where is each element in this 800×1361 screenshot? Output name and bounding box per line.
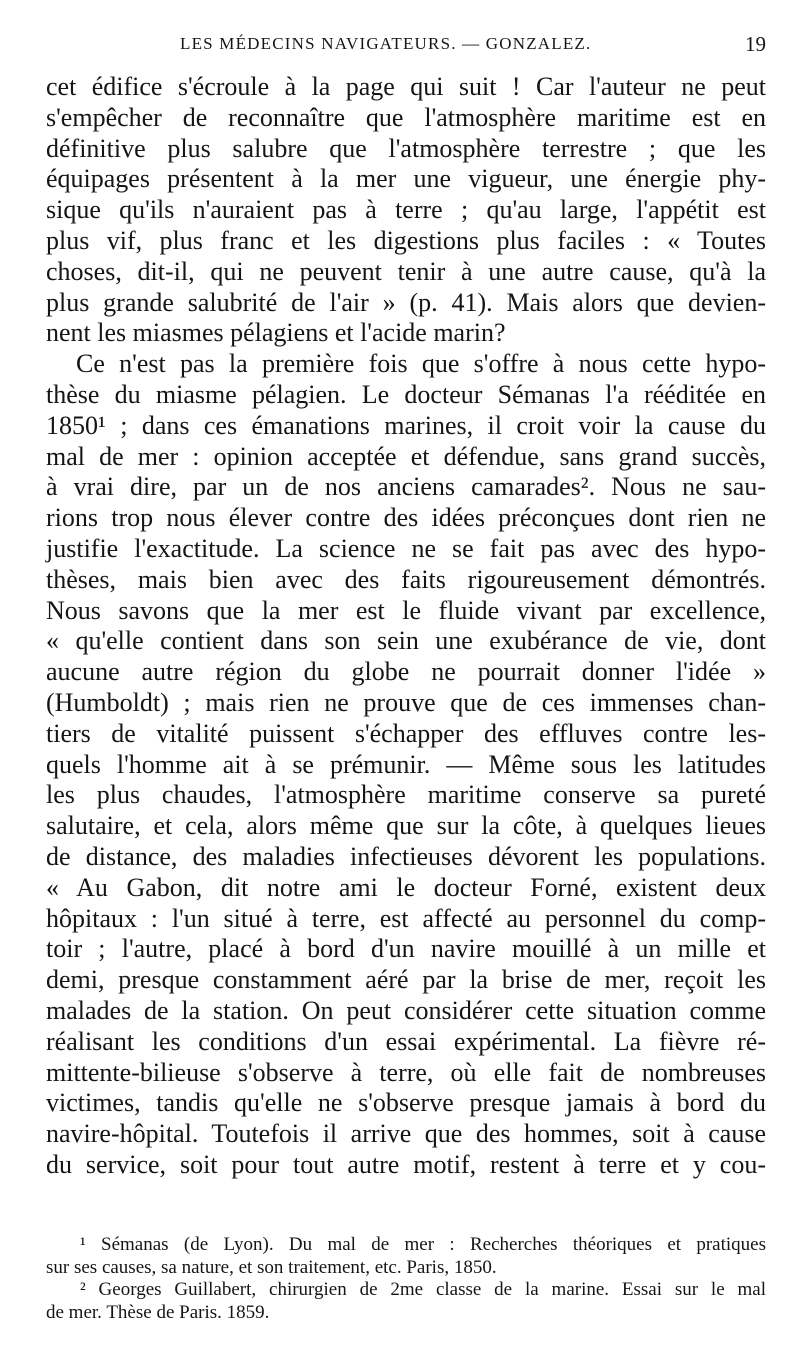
text-line: « qu'elle contient dans son sein une exubérance de vie, dont xyxy=(46,626,766,656)
text-line: plus vif, plus franc et les digestions plus faciles : « Toutes xyxy=(46,225,766,255)
running-title: LES MÉDECINS NAVIGATEURS. — GONZALEZ. xyxy=(180,34,592,53)
text-line: toir ; l'autre, placé à bord d'un navire mouillé à un mille et xyxy=(46,934,766,964)
text-line: tiers de vitalité puissent s'échapper des effluves contre les- xyxy=(46,718,766,748)
footnote-2-continuation: de mer. Thèse de Paris. 1859. xyxy=(46,1301,270,1323)
text-line: définitive plus salubre que l'atmosphère terrestre ; que les xyxy=(46,133,766,163)
text-line: nent les miasmes pélagiens et l'acide marin? xyxy=(46,318,506,348)
text-line: les plus chaudes, l'atmosphère maritime conserve sa pureté xyxy=(46,780,766,810)
text-line: quels l'homme ait à se prémunir. — Même sous les latitudes xyxy=(46,749,766,779)
running-head xyxy=(40,30,770,60)
text-line: thèses, mais bien avec des faits rigoureusement démontrés. xyxy=(46,564,766,594)
text-line: justifie l'exactitude. La science ne se fait pas avec des hypo- xyxy=(46,533,766,563)
text-line: Nous savons que la mer est le fluide vivant par excellence, xyxy=(46,595,766,625)
text-line: malades de la station. On peut considérer cette situation comme xyxy=(46,995,766,1025)
text-line: choses, dit-il, qui ne peuvent tenir à une autre cause, qu'à la xyxy=(46,256,766,286)
footnotes xyxy=(46,1234,766,1324)
text-line: hôpitaux : l'un situé à terre, est affecté au personnel du comp- xyxy=(46,903,766,933)
body-text xyxy=(46,72,766,1181)
text-line: plus grande salubrité de l'air » (p. 41). Mais alors que devien- xyxy=(46,287,766,317)
text-line: cet édifice s'écroule à la page qui suit ! Car l'auteur ne peut xyxy=(46,72,766,101)
text-line: navire-hôpital. Toutefois il arrive que des hommes, soit à cause xyxy=(46,1119,766,1149)
text-line: sique qu'ils n'auraient pas à terre ; qu'au large, l'appétit est xyxy=(46,195,766,225)
text-line: mittente-bilieuse s'observe à terre, où elle fait de nombreuses xyxy=(46,1057,766,1087)
text-line: du service, soit pour tout autre motif, restent à terre et y cou- xyxy=(46,1149,766,1179)
text-line: de distance, des maladies infectieuses dévorent les populations. xyxy=(46,841,766,871)
footnote-1-continuation: sur ses causes, sa nature, et son traitement, etc. Paris, 1850. xyxy=(46,1256,497,1278)
text-line: à vrai dire, par un de nos anciens camarades². Nous ne sau- xyxy=(46,472,766,502)
text-line: victimes, tandis qu'elle ne s'observe presque jamais à bord du xyxy=(46,1088,766,1118)
text-line: réalisant les conditions d'un essai expérimental. La fièvre ré- xyxy=(46,1026,766,1056)
footnote-1: ¹ Sémanas (de Lyon). Du mal de mer : Recherches théoriques et pratiques xyxy=(80,1234,766,1255)
text-line: thèse du miasme pélagien. Le docteur Sémanas l'a rééditée en xyxy=(46,379,766,409)
text-line: (Humboldt) ; mais rien ne prouve que de ces immenses chan- xyxy=(46,687,766,717)
text-line: équipages présentent à la mer une vigueur, une énergie phy- xyxy=(46,164,766,194)
text-line: aucune autre région du globe ne pourrait donner l'idée » xyxy=(46,657,766,687)
text-line: s'empêcher de reconnaître que l'atmosphère maritime est en xyxy=(46,102,766,132)
page-number: 19 xyxy=(745,32,766,56)
text-line: demi, presque constamment aéré par la brise de mer, reçoit les xyxy=(46,965,766,995)
text-line: mal de mer : opinion acceptée et défendue, sans grand succès, xyxy=(46,441,766,471)
text-line: 1850¹ ; dans ces émanations marines, il croit voir la cause du xyxy=(46,410,766,440)
paragraph-start-line: Ce n'est pas la première fois que s'offre à nous cette hypo- xyxy=(76,349,766,379)
text-line: rions trop nous élever contre des idées préconçues dont rien ne xyxy=(46,503,766,533)
footnote-2: ² Georges Guillabert, chirurgien de 2me classe de la marine. Essai sur le mal xyxy=(80,1279,766,1300)
text-line: « Au Gabon, dit notre ami le docteur Forné, existent deux xyxy=(46,872,766,902)
text-line: salutaire, et cela, alors même que sur la côte, à quelques lieues xyxy=(46,811,766,841)
